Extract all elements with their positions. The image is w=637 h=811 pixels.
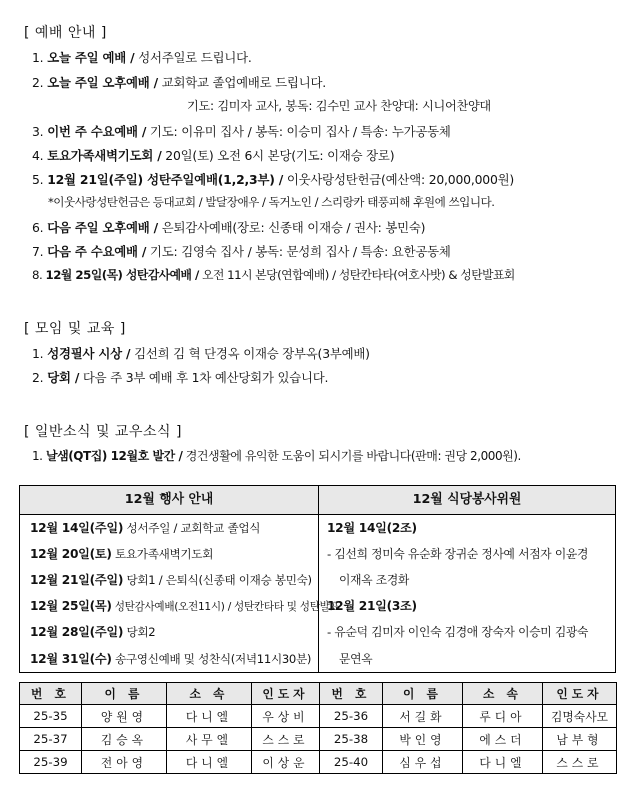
table-header-row <box>20 683 617 705</box>
dining-group-2-members-cont: 문연옥 <box>339 652 373 666</box>
news-item-1: 1. 날샘(QT집) 12월호 발간 / 경건생활에 유익한 도움이 되시기를 바랍니다(판매: 권당 2,000원). <box>32 449 521 463</box>
col-header-guide: 인도자 <box>252 683 320 705</box>
cell-name: 심우섭 <box>383 751 463 774</box>
column-divider <box>318 486 319 672</box>
table-row <box>20 751 617 774</box>
col-header-name: 이 름 <box>82 683 167 705</box>
table-row <box>20 705 617 728</box>
cell-guide: 우상비 <box>252 705 320 728</box>
cell-number: 25-35 <box>20 705 82 728</box>
dining-group-1-members: - 김선희 정미숙 유순화 장귀순 정사예 서점자 이윤경 <box>327 547 589 561</box>
cell-name: 전아영 <box>82 751 167 774</box>
event-row: 12월 14일(주일) 성서주일 / 교회학교 졸업식 <box>30 521 261 535</box>
dining-group-1-head: 12월 14일(2조) <box>327 521 417 535</box>
col-header-name: 이 름 <box>383 683 463 705</box>
cell-group: 루디아 <box>463 705 543 728</box>
section-title-worship: [ 예배 안내 ] <box>24 25 107 41</box>
cell-name: 박인영 <box>383 728 463 751</box>
cell-number: 25-39 <box>20 751 82 774</box>
worship-item-1: 1. 오늘 주일 예배 / 성서주일로 드립니다. <box>32 50 252 65</box>
cell-name: 서길화 <box>383 705 463 728</box>
cell-number: 25-36 <box>320 705 383 728</box>
events-dining-box <box>19 485 616 673</box>
cell-guide: 김명숙사모 <box>543 705 617 728</box>
col-header-number: 번 호 <box>320 683 383 705</box>
meeting-item-1: 1. 성경필사 시상 / 김선희 김 혁 단경옥 이재승 장부옥(3부예배) <box>32 346 370 361</box>
table-row <box>20 728 617 751</box>
col-header-group: 소 속 <box>463 683 543 705</box>
cell-group: 에스더 <box>463 728 543 751</box>
events-title: 12월 행사 안내 <box>20 486 318 515</box>
cell-number: 25-37 <box>20 728 82 751</box>
section-title-meetings: [ 모임 및 교육 ] <box>24 321 126 337</box>
cell-group: 다니엘 <box>167 751 252 774</box>
col-header-number: 번 호 <box>20 683 82 705</box>
cell-guide: 스스로 <box>252 728 320 751</box>
col-header-group: 소 속 <box>167 683 252 705</box>
cell-group: 다니엘 <box>463 751 543 774</box>
worship-item-2: 2. 오늘 주일 오후예배 / 교회학교 졸업예배로 드립니다. <box>32 75 326 90</box>
cell-guide: 이상운 <box>252 751 320 774</box>
worship-item-3: 3. 이번 주 수요예배 / 기도: 이유미 집사 / 봉독: 이승미 집사 / 특송: 누가공동체 <box>32 124 451 139</box>
cell-number: 25-40 <box>320 751 383 774</box>
dining-group-2-members: - 유순덕 김미자 이인숙 김경애 장숙자 이승미 김광숙 <box>327 625 589 639</box>
meeting-item-2: 2. 당회 / 다음 주 3부 예배 후 1차 예산당회가 있습니다. <box>32 370 329 385</box>
worship-item-5: 5. 12월 21일(주일) 성탄주일예배(1,2,3부) / 이웃사랑성탄헌금(예산액: 20,000,000원) <box>32 172 515 187</box>
cell-name: 양원영 <box>82 705 167 728</box>
worship-item-4: 4. 토요가족새벽기도회 / 20일(토) 오전 6시 본당(기도: 이재승 장로) <box>32 148 395 163</box>
dining-title: 12월 식당봉사위원 <box>319 486 615 515</box>
event-row: 12월 25일(목) 성탄감사예배(오전11시) / 성탄칸타타 및 성탄발표 <box>30 599 340 613</box>
col-header-guide: 인도자 <box>543 683 617 705</box>
cell-guide: 남부형 <box>543 728 617 751</box>
cell-number: 25-38 <box>320 728 383 751</box>
worship-item-8: 8. 12월 25일(목) 성탄감사예배 / 오전 11시 본당(연합예배) / 성탄칸타타(여호사밧) & 성탄발표회 <box>32 268 515 282</box>
event-row: 12월 20일(토) 토요가족새벽기도회 <box>30 547 214 561</box>
event-row: 12월 21일(주일) 당회1 / 은퇴식(신종태 이재승 봉민숙) <box>30 573 312 587</box>
cell-name: 김승옥 <box>82 728 167 751</box>
dining-group-2-head: 12월 21일(3조) <box>327 599 417 613</box>
worship-item-7: 7. 다음 주 수요예배 / 기도: 김영숙 집사 / 봉독: 문성희 집사 / 특송: 요한공동체 <box>32 244 451 259</box>
cell-group: 다니엘 <box>167 705 252 728</box>
newcomer-roster-table <box>19 682 617 774</box>
worship-item-5-note: *이웃사랑성탄헌금은 등대교회 / 발달장애우 / 독거노인 / 스리랑카 태풍피해 후원에 쓰입니다. <box>48 195 495 209</box>
event-row: 12월 31일(수) 송구영신예배 및 성찬식(저녁11시30분) <box>30 652 312 666</box>
dining-group-1-members-cont: 이재옥 조경화 <box>339 573 410 587</box>
cell-guide: 스스로 <box>543 751 617 774</box>
cell-group: 사무엘 <box>167 728 252 751</box>
worship-item-6: 6. 다음 주일 오후예배 / 은퇴감사예배(장로: 신종태 이재승 / 권사: 봉민숙) <box>32 220 426 235</box>
worship-item-2-detail: 기도: 김미자 교사, 봉독: 김수민 교사 찬양대: 시니어찬양대 <box>187 99 491 113</box>
event-row: 12월 28일(주일) 당회2 <box>30 625 156 639</box>
section-title-news: [ 일반소식 및 교우소식 ] <box>24 424 182 440</box>
